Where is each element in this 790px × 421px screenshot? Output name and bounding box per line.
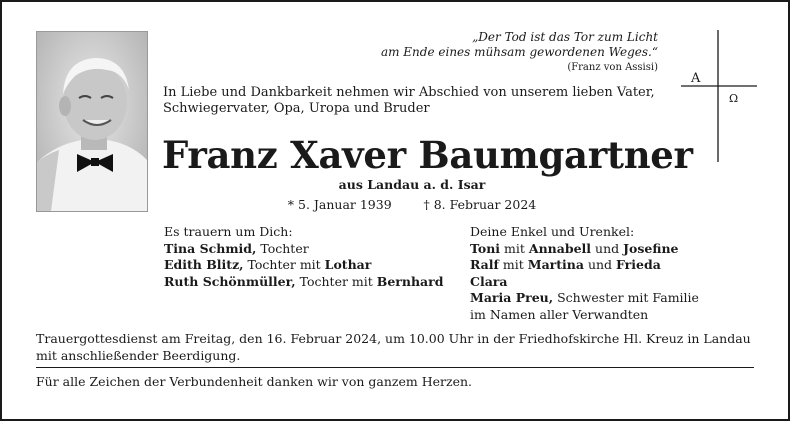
quote-source: (Franz von Assisi) xyxy=(567,62,658,73)
life-dates xyxy=(162,197,662,213)
quote-line-2: am Ende eines mühsam gewordenen Weges.“ xyxy=(380,45,658,59)
mourner-row: Edith Blitz, Tochter mit Lothar xyxy=(164,257,372,272)
divider xyxy=(36,367,754,368)
mourner-row: Clara xyxy=(470,273,508,289)
death-date: † 8. Februar 2024 xyxy=(423,197,537,212)
mourner-row: Maria Preu, Schwester mit Familie xyxy=(470,290,699,305)
mourners-left-heading: Es trauern um Dich: xyxy=(164,224,293,239)
quote-line-1: „Der Tod ist das Tor zum Licht xyxy=(472,30,658,44)
quote-block xyxy=(300,30,658,74)
mourner-row: Tina Schmid, Tochter xyxy=(164,240,309,256)
mourners-right-heading: Deine Enkel und Urenkel: xyxy=(470,224,635,239)
alpha-symbol: A xyxy=(691,71,701,86)
deceased-origin: aus Landau a. d. Isar xyxy=(338,177,486,192)
service-info: Trauergottesdienst am Freitag, den 16. Februar 2024, um 10.00 Uhr in der Friedhofskirche Hl. Kreuz in Landau mit anschließender Beerdigung. xyxy=(36,331,751,363)
mourners-right xyxy=(470,224,699,323)
mourner-row: Ruth Schönmüller, Tochter mit Bernhard xyxy=(164,273,444,289)
birth-date: * 5. Januar 1939 xyxy=(287,197,392,212)
intro-text: In Liebe und Dankbarkeit nehmen wir Abschied von unserem lieben Vater, Schwiegervater, Opa, Uropa und Bruder xyxy=(163,85,655,116)
mourner-row: Toni mit Annabell und Josefine xyxy=(470,240,679,256)
mourners-right-footer: im Namen aller Verwandten xyxy=(470,306,649,322)
deceased-name: Franz Xaver Baumgartner xyxy=(162,133,693,177)
mourner-row: Ralf mit Martina und Frieda xyxy=(470,257,661,272)
thanks-text: Für alle Zeichen der Verbundenheit danken wir von ganzem Herzen. xyxy=(36,374,472,389)
omega-symbol: Ω xyxy=(729,92,739,105)
portrait-photo xyxy=(36,31,148,212)
mourners-left xyxy=(164,224,444,290)
